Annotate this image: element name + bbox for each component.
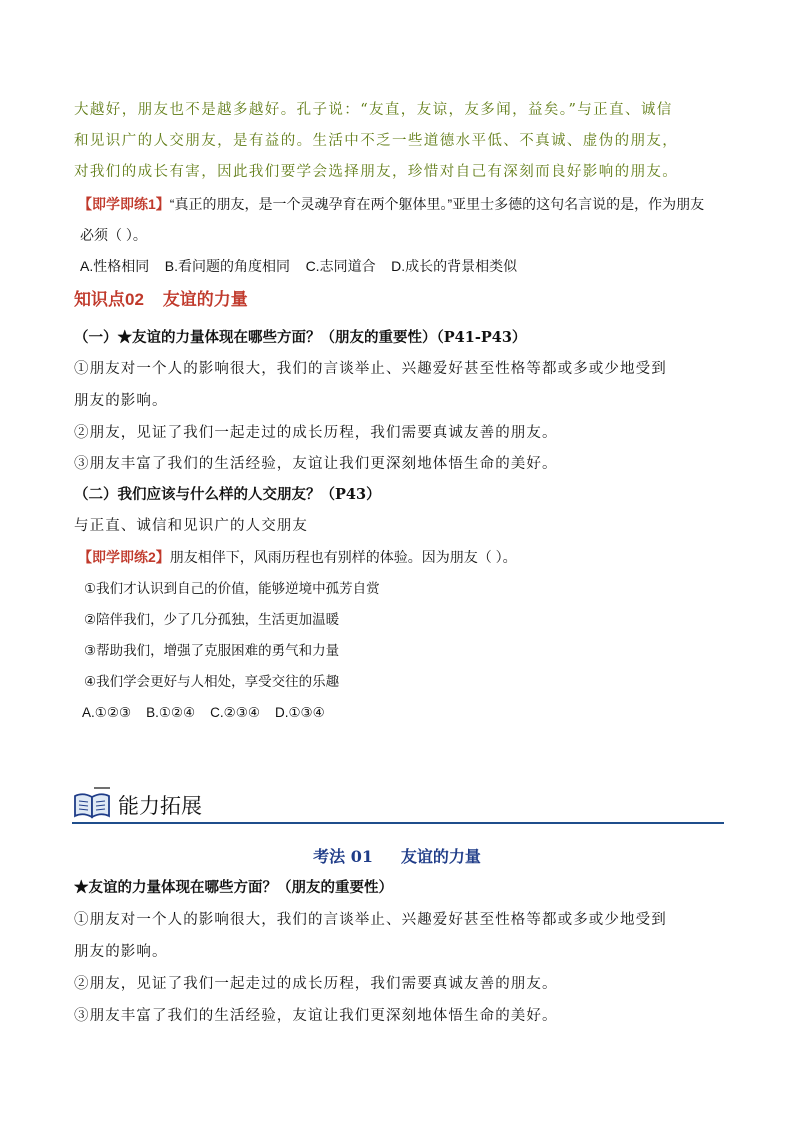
exercise-1-tag: 【即学即练1】: [78, 196, 170, 212]
exercise-2-item-4: ④我们学会更好与人相处，享受交往的乐趣: [84, 674, 340, 689]
intro-line-2: 和见识广的人交朋友，是有益的。生活中不乏一些道德水平低、不真诚、虚伪的朋友，: [74, 133, 679, 149]
knowledge-point-3: ③朋友丰富了我们的生活经验，友谊让我们更深刻地体悟生命的美好。: [74, 456, 558, 472]
intro-line-1: 大越好，朋友也不是越多越好。孔子说：“友直，友谅，友多闻，益矣。”与正直、诚信: [74, 102, 673, 118]
method-point-2: ②朋友，见证了我们一起走过的成长历程，我们需要真诚友善的朋友。: [74, 976, 558, 992]
exercise-2-item-2: ②陪伴我们，少了几分孤独，生活更加温暖: [84, 612, 340, 627]
exercise-2-question: [78, 547, 728, 567]
open-book-icon: [72, 786, 112, 824]
banner-rule: [72, 822, 724, 824]
exercise-2-options: A.①②③ B.①②④ C.②③④ D.①③④: [82, 705, 325, 720]
method-title: 考法 01 友谊的力量: [313, 847, 481, 866]
exercise-1-text: “真正的朋友，是一个灵魂孕育在两个躯体里。”亚里士多德的这句名言说的是，作为朋友: [169, 196, 705, 212]
method-point-1-line-2: 朋友的影响。: [74, 944, 168, 960]
method-point-3: ③朋友丰富了我们的生活经验，友谊让我们更深刻地体悟生命的美好。: [74, 1008, 558, 1024]
exercise-1-options: A.性格相同 B.看问题的角度相同 C.志同道合 D.成长的背景相类似: [80, 258, 518, 274]
knowledge-point-2: ②朋友，见证了我们一起走过的成长历程，我们需要真诚友善的朋友。: [74, 425, 558, 441]
exercise-1-question-cont: 必须（ ）。: [80, 227, 147, 243]
knowledge-point-heading: 知识点02 友谊的力量: [74, 290, 248, 309]
method-heading: ★友谊的力量体现在哪些方面？（朋友的重要性）: [74, 879, 393, 896]
knowledge-answer-2: 与正直、诚信和见识广的人交朋友: [74, 518, 308, 534]
exercise-1-question: [78, 194, 728, 214]
knowledge-point-1-line-2: 朋友的影响。: [74, 393, 168, 409]
exercise-2-text: 朋友相伴下，风雨历程也有别样的体验。因为朋友（ ）。: [169, 549, 517, 565]
knowledge-sub-heading-2: （二）我们应该与什么样的人交朋友？（P43）: [74, 486, 381, 503]
exercise-2-item-3: ③帮助我们，增强了克服困难的勇气和力量: [84, 643, 340, 658]
knowledge-sub-heading-1: （一）★友谊的力量体现在哪些方面？（朋友的重要性）（P41-P43）: [74, 329, 527, 346]
intro-line-3: 对我们的成长有害，因此我们要学会选择朋友，珍惜对自己有深刻而良好影响的朋友。: [74, 164, 679, 180]
exercise-2-item-1: ①我们才认识到自己的价值，能够逆境中孤芳自赏: [84, 581, 380, 596]
section-banner: [72, 782, 724, 824]
knowledge-point-1-line-1: ①朋友对一个人的影响很大，我们的言谈举止、兴趣爱好甚至性格等都或多或少地受到: [74, 361, 667, 377]
exercise-2-tag: 【即学即练2】: [78, 549, 170, 565]
method-point-1-line-1: ①朋友对一个人的影响很大，我们的言谈举止、兴趣爱好甚至性格等都或多或少地受到: [74, 912, 667, 928]
banner-title: 能力拓展: [118, 795, 202, 818]
